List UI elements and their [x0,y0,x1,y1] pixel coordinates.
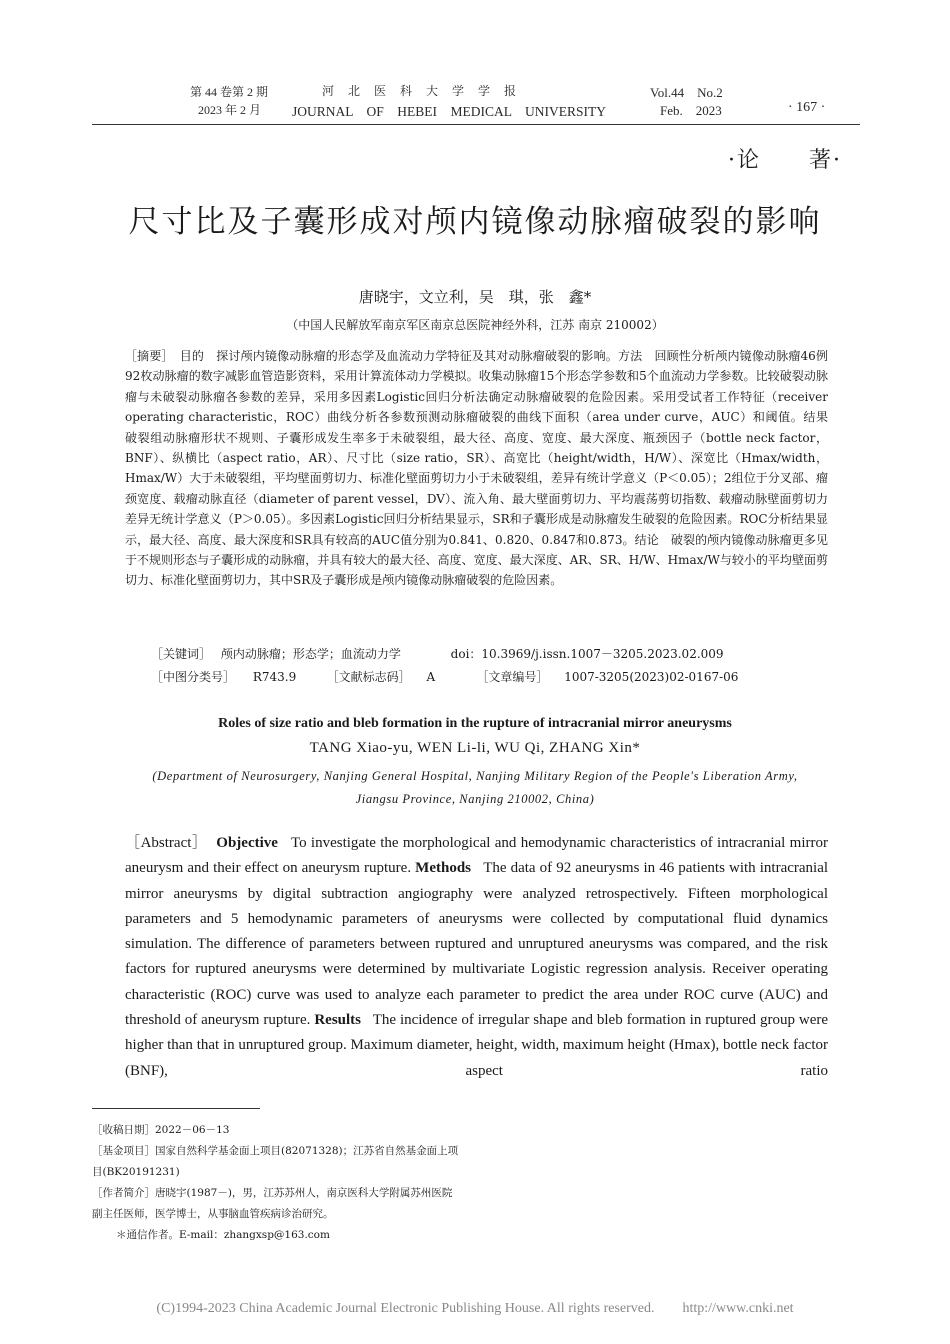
objective-label: Objective [216,835,278,851]
affiliation-cn: （中国人民解放军南京军区南京总医院神经外科，江苏 南京 210002） [286,318,664,332]
abstract-en-label: ［Abstract］ [125,835,208,851]
footnotes [92,1120,462,1246]
results-text: The incidence of irregular shape and bleb formation in ruptured group were higher than that in unruptured group. Maximum diameter, height, width, maximum height (Hmax), bottle neck factor (BNF), aspect ratio [125,1012,829,1079]
methods-text: The data of 92 aneurysms in 46 patients with intracranial mirror aneurysms by digital subtraction angiography were analyzed retrospectively. Fifteen morphological parameters and 5 hemodynamic parameters of aneurysms were collected by computational fluid dynamics simulation. The difference of parameters between ruptured and unruptured aneurysms was compared, and the risk factors for ruptured aneurysms were determined by multivariate Logistic regression analysis. Receiver operating characteristic (ROC) curve was used to analyze each parameter to predict the area under ROC curve (AUC) and threshold of aneurysm rupture. [125,860,829,1029]
date-cn: 2023 年 2 月 [198,103,262,117]
abstract-cn-text: 目的 探讨颅内镜像动脉瘤的形态学及血流动力学特征及其对动脉瘤破裂的影响。方法 回顾性分析颅内镜像动脉瘤46例92枚动脉瘤的数字减影血管造影资料，采用计算流体动力学模拟。收集动脉瘤15个形态学参数和5个血流动力学参数。比较破裂动脉瘤与未破裂动脉瘤各参数的差异，采用多因素Logistic回归分析法确定动脉瘤破裂的危险因素。采用受试者工作特征（receiver operating characteristic，ROC）曲线分析各参数预测动脉瘤破裂的曲线下面积（area under curve，AUC）和阈值。结果 破裂组动脉瘤形状不规则、子囊形成发生率多于未破裂组，最大径、高度、宽度、最大深度、瓶颈因子（bottle neck factor，BNF）、纵横比（aspect ratio，AR）、尺寸比（size ratio，SR）、高宽比（height/width，H/W）、深宽比（Hmax/width，Hmax/W）大于未破裂组，平均壁面剪切力、标准化壁面剪切力小于未破裂组，差异有统计学意义（P＜0.05）；2组位于分叉部、瘤颈宽度、载瘤动脉直径（diameter of parent vessel，DV）、流入角、最大壁面剪切力、平均震荡剪切指数、载瘤动脉壁面剪切力差异无统计学意义（P＞0.05）。多因素Logistic回归分析结果显示，SR和子囊形成是动脉瘤发生破裂的危险因素。ROC分析结果显示，最大径、高度、最大深度和SR具有较高的AUC值分别为0.841、0.820、0.847和0.873。结论 破裂的颅内镜像动脉瘤更多见于不规则形态与子囊形成的动脉瘤，并具有较大的最大径、高度、宽度、最大深度、AR、SR、H/W、Hmax/W与较小的平均壁面剪切力、标准化壁面剪切力，其中SR及子囊形成是颅内镜像动脉瘤破裂的危险因素。 [125,349,841,588]
affiliation-en: (Department of Neurosurgery, Nanjing General Hospital, Nanjing Military Region of the People's Liberation Army, Jiangsu Province, Nanjing 210002, China) [152,769,798,806]
journal-name-cn: 河 北 医 科 大 学 学 报 [322,84,518,98]
keywords-text: 颅内动脉瘤；形态学；血流动力学 [220,647,401,661]
methods-label: Methods [415,860,472,877]
footnote-funding: ［基金项目］国家自然科学基金面上项目(82071328)；江苏省自然基金面上项目(BK20191231) [92,1145,459,1178]
section-tag: ·论 著· [728,148,842,173]
authors-en: TANG Xiao-yu, WEN Li-li, WU Qi, ZHANG Xin* [309,740,641,756]
cnki-copyright: (C)1994-2023 China Academic Journal Electronic Publishing House. All rights reserved. http://www.cnki.net [156,1301,794,1316]
title-cn: 尺寸比及子囊形成对颅内镜像动脉瘤破裂的影响 [128,204,822,240]
abstract-en [125,831,828,1084]
keywords-row [151,645,724,662]
results-label: Results [314,1012,361,1029]
footnote-received: ［收稿日期］2022－06－13 [92,1124,230,1136]
abstract-cn-label: ［摘要］ [125,349,174,363]
classification-row [151,668,738,685]
page-number: · 167 · [788,100,826,115]
article-number-value: 1007-3205(2023)02-0167-06 [564,670,739,684]
volume-issue-cn: 第 44 卷第 2 期 [190,85,269,99]
doi: doi：10.3969/j.issn.1007－3205.2023.02.009 [450,647,724,661]
footnote-rule [92,1108,260,1109]
clc-label: ［中图分类号］ [151,670,236,684]
objective-text: To investigate the morphological and hemodynamic characteristics of intracranial mirror aneurysm and their effect on aneurysm rupture. [125,835,828,877]
article-number-label: ［文章编号］ [476,670,549,684]
authors-cn: 唐晓宇，文立利，吴 琪，张 鑫* [358,288,592,306]
doc-code-value: A [426,670,436,684]
volume-issue-en: Vol.44 No.2 [650,85,723,100]
footnote-author-bio: ［作者简介］唐晓宇(1987－)，男，江苏苏州人，南京医科大学附属苏州医院副主任医师，医学博士，从事脑血管疾病诊治研究。 [92,1187,453,1220]
footnote-corresponding: ＊通信作者。E-mail：zhangxsp@163.com [116,1229,330,1241]
date-en: Feb. 2023 [660,103,722,118]
title-en: Roles of size ratio and bleb formation in the rupture of intracranial mirror aneurysms [218,716,732,731]
doc-code-label: ［文献标志码］ [326,670,411,684]
clc-value: R743.9 [252,670,297,684]
keywords-label: ［关键词］ [151,647,212,661]
header-rule [92,124,860,125]
journal-name-en: JOURNAL OF HEBEI MEDICAL UNIVERSITY [292,104,606,119]
abstract-cn [125,346,841,591]
